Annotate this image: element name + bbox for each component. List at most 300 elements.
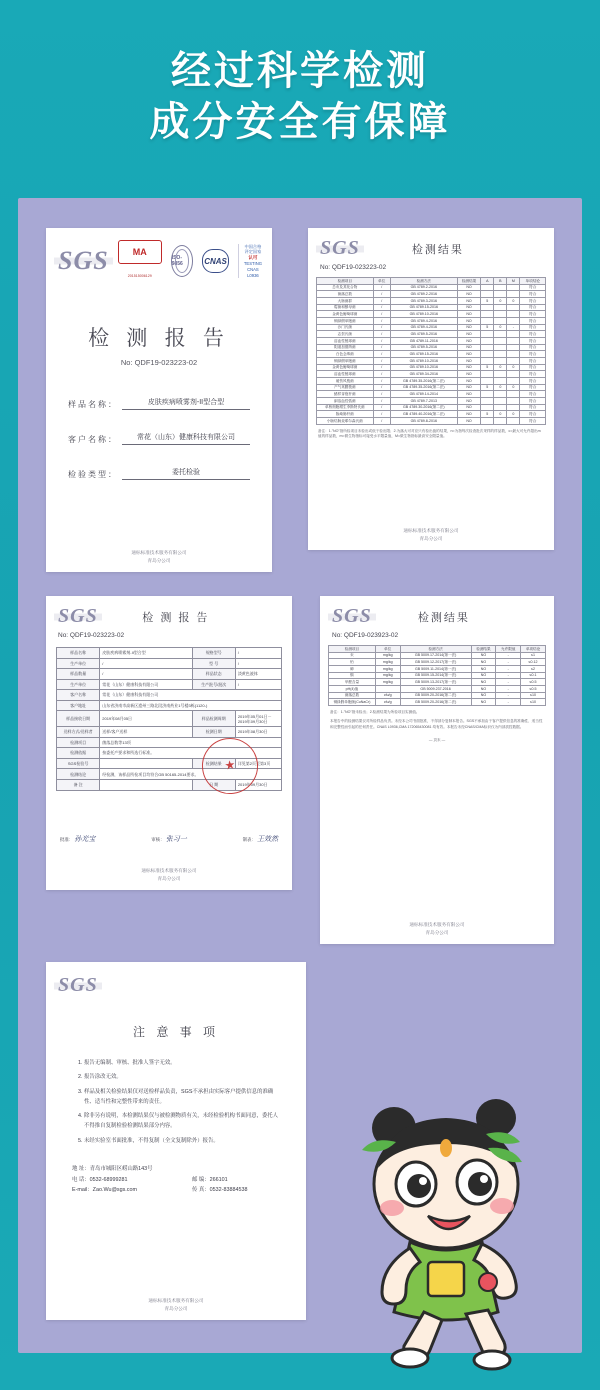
th-unit: 单位 (373, 278, 390, 285)
table-cell: 0 (494, 384, 507, 391)
table-cell: GB 4789.11-2016 (390, 338, 457, 345)
table-cell: mg/kg (375, 679, 400, 686)
row-label-2: 检测结果 (192, 758, 235, 769)
report-number: No: QDF19-023223-02 (120, 358, 198, 367)
prepare-label (243, 834, 278, 844)
table-cell: / (373, 311, 390, 318)
row-label: 样品接收日期 (57, 711, 100, 727)
headline-line-1: 经过科学检测 (171, 49, 429, 93)
table-cell: GB 4789.5-2016 (390, 344, 457, 351)
badge-line-1: 中国合格 (244, 243, 262, 249)
table-cell: - (496, 672, 521, 679)
table-cell: NO (457, 378, 480, 385)
table-cell: GB 4789.3-2016 (390, 298, 457, 305)
table-cell: mg/kg (375, 652, 400, 659)
results-number: No: QDF19-023223-02 (320, 264, 387, 271)
table-cell: NO (471, 659, 496, 666)
notices-header (46, 962, 306, 997)
table-row (317, 291, 546, 298)
table-cell: 甲醛含量 (329, 679, 376, 686)
table-row (57, 727, 282, 738)
th-item: 检测项目 (317, 278, 374, 285)
table-cell: 符合 (520, 391, 546, 398)
table-cell: mg/kg (375, 672, 400, 679)
table-cell: 白色念珠菌 (317, 351, 374, 358)
footer-line-2: 青岛分公司 (419, 535, 443, 541)
table-cell: / (373, 391, 390, 398)
table-cell: GB 5009.13-2017(第一法) (400, 679, 471, 686)
table-row (317, 364, 546, 371)
table-cell: NO (457, 364, 480, 371)
list-item: 4. 除非另有说明，本检测结果仅与被检测物质有关，未经检验机构书面同意，委托人不得推自复制检验检测结果部分内容。 (84, 1111, 280, 1132)
table-cell: GB 4789.8-2016 (390, 418, 457, 425)
table-cell: - (496, 692, 521, 699)
table-cell: 副溶血性弧菌 (317, 398, 374, 405)
document-footer (320, 921, 554, 936)
table-cell: 符合 (520, 384, 546, 391)
table-cell: 溶血性链球菌 (317, 371, 374, 378)
table-cell: / (373, 384, 390, 391)
table-cell: NO (457, 358, 480, 365)
table-cell (507, 344, 520, 351)
row-label: 检测结论 (57, 769, 100, 780)
list-item: 3. 样品及相关检验结果仅对送检样品负责，SGS不承担由实际客户提供信息的准确性、适当性和完整性带来的责任。 (84, 1087, 280, 1108)
table-row (317, 391, 546, 398)
badge-line-3: 认可 (248, 255, 258, 261)
table-cell: GB 5009.15-2014(第一法) (400, 672, 471, 679)
table-cell (481, 338, 494, 345)
contact-block (72, 1164, 280, 1196)
table-cell (507, 331, 520, 338)
note-label: 备注： (330, 710, 341, 715)
approve-label (60, 834, 95, 844)
table-cell: 符合 (520, 404, 546, 411)
iso-seal-icon: ISO-9856 (171, 245, 194, 277)
sgs-logo: SGS (58, 605, 98, 627)
row-label: 生产单位 (57, 658, 100, 669)
table-cell: NO (457, 391, 480, 398)
table-cell: 符合 (520, 311, 546, 318)
table-cell (494, 351, 507, 358)
row-label-2: 型 号 (192, 658, 235, 669)
row-label: 检测项目 (57, 737, 100, 748)
table-cell: 5 (481, 324, 494, 331)
field-label: 检验类型： (68, 470, 118, 479)
badge-line-5: CNAS L0936 (247, 266, 259, 278)
th-conclusion: 单项结论 (521, 646, 546, 653)
table-cell: 铅 (329, 659, 376, 666)
table-row (317, 358, 546, 365)
footer-line-2: 青岛分公司 (157, 875, 181, 881)
table-cell (494, 371, 507, 378)
table-cell (507, 351, 520, 358)
table-cell: 铜绿假单胞菌 (317, 358, 374, 365)
table-cell: 5 (481, 384, 494, 391)
table-row (329, 666, 546, 673)
table-cell (481, 344, 494, 351)
row-label: 样品数量 (57, 669, 100, 680)
certificate-card-results-microbio[interactable] (308, 228, 554, 550)
table-cell (507, 311, 520, 318)
table-cell: 镉 (329, 672, 376, 679)
table-cell: 沙门氏菌 (317, 324, 374, 331)
table-cell: NO (457, 418, 480, 425)
table-cell (494, 404, 507, 411)
table-cell: / (373, 358, 390, 365)
table-row (317, 371, 546, 378)
table-header-row (317, 278, 546, 285)
table-cell: 菌落总数 (329, 692, 376, 699)
table-cell: NO (471, 692, 496, 699)
table-cell: 大肠菌群 (317, 298, 374, 305)
table-cell: 符合 (520, 418, 546, 425)
table-cell: 0 (494, 364, 507, 371)
results-note (318, 429, 544, 440)
table-cell: / (373, 378, 390, 385)
table-row (317, 418, 546, 425)
table-cell: GB 4789.15-2016 (390, 304, 457, 311)
footer-line-1: 通标标准技术服务有限公司 (131, 550, 187, 556)
table-cell: ≤2 (521, 666, 546, 673)
table-cell (494, 318, 507, 325)
results-title: 检测结果 (417, 611, 470, 624)
field-inspection-type (68, 467, 250, 480)
signature-prepare: 王效然 (256, 835, 278, 843)
table-cell: 金黄色葡萄球菌 (317, 364, 374, 371)
row-label-2: 样品检测周期 (192, 711, 235, 727)
results-number: No: QDF19-023923-02 (332, 632, 399, 639)
table-cell: 0 (507, 364, 520, 371)
table-cell: 符合 (520, 351, 546, 358)
table-cell: - (496, 652, 521, 659)
table-cell: 符合 (520, 411, 546, 418)
table-cell: 5 (481, 364, 494, 371)
table-cell: / (373, 284, 390, 291)
row-value: 送样/客户送样 (100, 727, 192, 738)
table-cell: NO (457, 371, 480, 378)
table-cell: NO (471, 672, 496, 679)
report-detail-number: No: QDF19-023223-02 (58, 632, 125, 639)
row-value: 经检测，该样品所检项目均符合GB 50165-2014要求。 (100, 769, 282, 780)
table-cell: NO (457, 331, 480, 338)
table-cell: NO (457, 291, 480, 298)
results-disclaimer: 本报告中的检测结果仅对所检样品负责。未经本公司书面批准，不得部分复制本报告。SGS不承担由于客户提供信息的准确性、适当性和完整性而引起的任何责任。CNAS L0936,CMA 172065430081 均有效。本报告未经CNAS/CMA标识仅为内部质控数据。 (330, 719, 543, 729)
table-cell: GB 4789.4-2016 (390, 324, 457, 331)
table-row (329, 672, 546, 679)
results-table (316, 277, 546, 425)
table-cell: 0 (494, 324, 507, 331)
table-cell: GB 4789.2-2016 (390, 291, 457, 298)
row-value-2: 2019年09月30日 (235, 779, 281, 790)
table-cell (481, 371, 494, 378)
table-cell: NO (457, 344, 480, 351)
table-cell: 破伤风梭菌 (317, 378, 374, 385)
contact-row (72, 1185, 280, 1196)
table-cell: ≤0.5 (521, 686, 546, 693)
th-limit: 允许限值 (496, 646, 521, 653)
table-cell (494, 358, 507, 365)
table-cell: 小肠结肠炎耶尔森氏菌 (317, 418, 374, 425)
table-cell: / (373, 331, 390, 338)
row-label: 生产单位 (57, 679, 100, 690)
table-cell (481, 398, 494, 405)
table-cell: / (373, 411, 390, 418)
page-title (0, 0, 600, 148)
mascot-illustration (336, 1076, 586, 1376)
sign-label-prepare: 制表： (242, 837, 256, 842)
note-text: 1."NO"指未检出；2.检测结果为所检项目实测值。 (340, 710, 420, 715)
table-cell: 砷 (329, 666, 376, 673)
table-row (329, 699, 546, 706)
table-cell: GB 5009.11-2014(第一法) (400, 666, 471, 673)
table-cell: NO (457, 311, 480, 318)
table-cell (375, 686, 400, 693)
report-detail-title: 检 测 报 告 (142, 611, 210, 624)
table-cell: 溶血性链球菌 (317, 338, 374, 345)
certificate-card-notices[interactable] (46, 962, 306, 1320)
table-row (329, 652, 546, 659)
table-cell: NO (457, 304, 480, 311)
table-cell: / (373, 324, 390, 331)
document-footer (46, 549, 272, 564)
table-row (317, 338, 546, 345)
table-row (57, 700, 282, 711)
star-icon: ★ (223, 757, 237, 773)
row-label-2: 生产批号/批次 (192, 679, 235, 690)
table-cell (494, 391, 507, 398)
row-value-2: 2019年08月30日 (235, 727, 281, 738)
table-cell: 0 (507, 298, 520, 305)
table-cell: GB 4789.40-2016(第二法) (390, 411, 457, 418)
row-value: 菌落总数等13项 (100, 737, 282, 748)
footer-line-1: 通标标准技术服务有限公司 (403, 528, 459, 534)
table-row (57, 679, 282, 690)
row-value: 皮肤疾病喷雾剂-II型合型 (100, 648, 192, 659)
table-cell: ≤0.12 (521, 659, 546, 666)
table-header-row (329, 646, 546, 653)
table-cell: / (373, 404, 390, 411)
note-label: 备注： (318, 428, 329, 433)
ma-icon: MA (118, 240, 162, 264)
table-cell (507, 291, 520, 298)
table-cell: 5 (481, 298, 494, 305)
th-b: B (494, 278, 507, 285)
th-unit: 单位 (375, 646, 400, 653)
row-label-2: 样品状态 (192, 669, 235, 680)
footer-line-1: 通标标准技术服务有限公司 (141, 868, 197, 874)
table-row (317, 398, 546, 405)
sgs-logo: SGS (58, 246, 109, 275)
table-cell: NO (457, 298, 480, 305)
sgs-logo: SGS (58, 974, 98, 996)
table-cell: 蜡样芽孢杆菌 (317, 391, 374, 398)
table-cell: / (373, 351, 390, 358)
results-note (330, 710, 544, 715)
table-cell: GB 5009.20-2016(第二法) (400, 692, 471, 699)
table-cell: - (496, 666, 521, 673)
testing-accreditation-badge (238, 244, 262, 279)
results-header (308, 228, 554, 262)
table-row (317, 331, 546, 338)
table-cell: NO (457, 284, 480, 291)
notices-title: 注 意 事 项 (132, 1025, 219, 1039)
table-cell (481, 291, 494, 298)
table-cell: NO (471, 666, 496, 673)
table-cell: 铜绿假单胞菌 (317, 318, 374, 325)
table-row (317, 384, 546, 391)
table-row (329, 692, 546, 699)
footer-line-1: 通标标准技术服务有限公司 (148, 1298, 204, 1304)
table-row (317, 411, 546, 418)
table-cell: 符合 (520, 331, 546, 338)
th-a: A (481, 278, 494, 285)
table-cell: 符合 (520, 358, 546, 365)
table-row (317, 298, 546, 305)
field-value: 皮肤疾病喷雾剂-II型合型 (122, 397, 250, 410)
table-row (317, 351, 546, 358)
table-cell (481, 358, 494, 365)
table-cell (481, 391, 494, 398)
table-cell: GB 5009.17-2014(第一法) (400, 652, 471, 659)
table-cell: 阴道加德纳菌 (317, 344, 374, 351)
row-label: SGS检验号 (57, 758, 100, 769)
row-label-2: 检测日期 (192, 727, 235, 738)
table-cell: ≤0.1 (521, 672, 546, 679)
table-cell: NO (457, 338, 480, 345)
list-item: 2. 报告涂改无效。 (84, 1072, 280, 1082)
table-row (57, 648, 282, 659)
footer-line-2: 青岛分公司 (425, 929, 449, 935)
certificate-card-results-chemical[interactable] (320, 596, 554, 944)
document-footer (308, 527, 554, 542)
contact-secondary: 邮 编：266101 (192, 1176, 228, 1183)
table-row (317, 304, 546, 311)
table-cell: - (496, 699, 521, 706)
table-cell (507, 398, 520, 405)
contact-row (72, 1164, 280, 1175)
row-label: 检测依据 (57, 748, 100, 759)
table-cell (507, 304, 520, 311)
review-label (151, 834, 186, 844)
badge-line-2: 评定国家 (244, 249, 262, 255)
headline-line-2: 成分安全有保障 (149, 100, 451, 144)
row-value: / (100, 669, 192, 680)
table-row (317, 311, 546, 318)
table-cell: cfu/g (375, 692, 400, 699)
table-cell: 符合 (520, 371, 546, 378)
ma-code: 201515006129 (127, 274, 152, 278)
row-value: 2019年08月05日 (100, 711, 192, 727)
table-cell: pH(4)值 (329, 686, 376, 693)
table-cell (494, 344, 507, 351)
table-cell: 符合 (520, 324, 546, 331)
results-title: 检测结果 (411, 243, 464, 256)
table-cell: 5 (481, 411, 494, 418)
field-label: 样品名称： (68, 400, 118, 409)
table-cell: 菌落总数 (317, 291, 374, 298)
table-cell (481, 304, 494, 311)
table-cell: / (373, 298, 390, 305)
table-cell: NO (457, 411, 480, 418)
table-cell (481, 311, 494, 318)
table-cell: GB 4789.2-2016 (390, 284, 457, 291)
table-cell: NO (457, 318, 480, 325)
table-cell: ≤10 (521, 699, 546, 706)
table-cell: cfu/g (375, 699, 400, 706)
table-cell: GB 4789.10-2016 (390, 311, 457, 318)
certificate-card-report-cover[interactable] (46, 228, 272, 572)
contact-primary: 地 址：青岛市城阳区崂山路143号 (72, 1165, 153, 1172)
table-cell: 铜绿假单胞菌(CuNaCr) (329, 699, 376, 706)
table-cell: mg/kg (375, 666, 400, 673)
table-cell: 0 (507, 411, 520, 418)
table-cell: 符合 (520, 344, 546, 351)
table-cell: GB 4789.15-2016 (390, 351, 457, 358)
table-cell (481, 351, 494, 358)
table-row (329, 679, 546, 686)
table-cell: 符合 (520, 338, 546, 345)
sign-label-approve: 批准： (60, 837, 74, 842)
table-cell: 志贺氏菌 (317, 331, 374, 338)
table-cell (507, 371, 520, 378)
table-cell (507, 318, 520, 325)
table-cell: 0 (507, 384, 520, 391)
table-cell (494, 291, 507, 298)
results-table (328, 645, 546, 706)
table-cell (494, 398, 507, 405)
table-cell: / (373, 291, 390, 298)
table-cell: 汞 (329, 652, 376, 659)
table-cell (494, 311, 507, 318)
table-cell: 0 (494, 411, 507, 418)
table-cell: NO (457, 324, 480, 331)
th-result: 检测结果 (457, 278, 480, 285)
table-cell: 符合 (520, 291, 546, 298)
report-title: 检 测 报 告 (88, 326, 230, 350)
table-cell: NO (457, 351, 480, 358)
table-cell (494, 304, 507, 311)
table-row (317, 344, 546, 351)
row-label: 客户地址 (57, 700, 100, 711)
sgs-logo: SGS (332, 605, 372, 627)
table-cell: NO (471, 679, 496, 686)
table-cell: - (496, 686, 521, 693)
certificate-card-report-detail[interactable] (46, 596, 292, 890)
sgs-logo: SGS (320, 237, 360, 259)
field-label: 客户名称： (68, 435, 118, 444)
table-cell: GB 4789.5-2016 (390, 331, 457, 338)
table-cell: NO (471, 652, 496, 659)
table-cell: 霉菌和酵母菌 (317, 304, 374, 311)
sign-label-review: 审核： (151, 837, 165, 842)
table-cell: / (373, 398, 390, 405)
table-cell: GB 4789.4-2016 (390, 318, 457, 325)
table-cell (507, 418, 520, 425)
contact-primary: E-mail：Zao.Wu@sgs.com (72, 1187, 137, 1194)
table-row (329, 686, 546, 693)
badge-line-4: TESTING (243, 261, 262, 267)
table-cell (494, 338, 507, 345)
note-text: 1."NO"指所检项目未检出或低于检出限；2.为落大可对应只有检出值的结果，n=为指每次检查批次采样的样品数，c=最大可允许超出m值的样品数，m=微生物指标可接受水平限量值，M=微生物指标最高安全限量值。 (318, 428, 541, 439)
report-detail-header (46, 596, 292, 630)
footer-line-1: 通标标准技术服务有限公司 (409, 922, 465, 928)
table-cell: NO (457, 384, 480, 391)
row-label: 送样方式/送样者 (57, 727, 100, 738)
table-cell (481, 378, 494, 385)
row-value: 山东省济南市高新区遗州三路北段济南药业1号楼3栋(1120-) (100, 700, 282, 711)
contact-primary: 电 话：0532-68999281 (72, 1176, 128, 1183)
table-cell: 符合 (520, 398, 546, 405)
